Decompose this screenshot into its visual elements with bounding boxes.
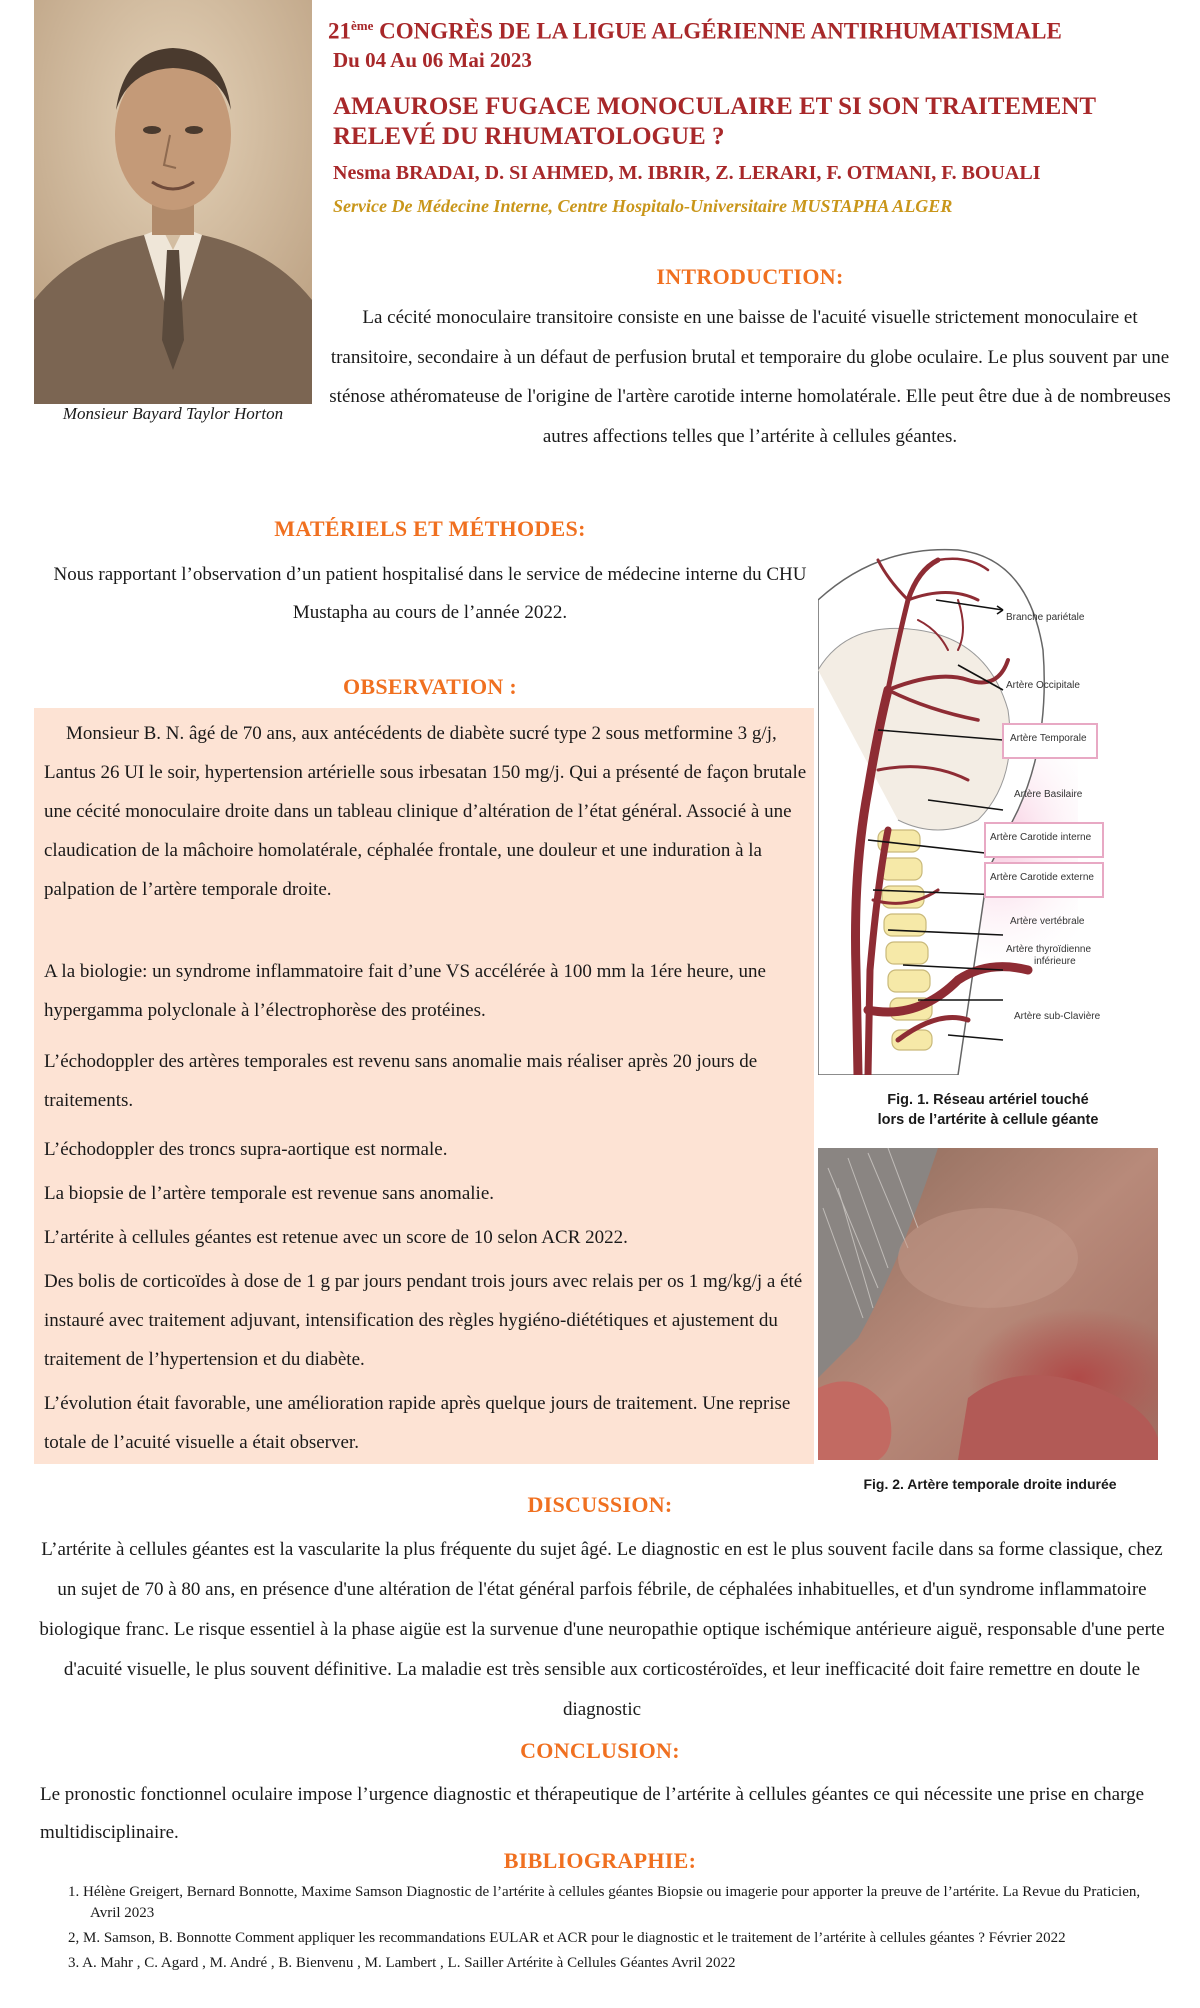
bibliography-item: 3. A. Mahr , C. Agard , M. André , B. Bienvenu , M. Lambert , L. Sailler Artérite à Cellules Géantes Avril 2022 xyxy=(68,1955,736,1971)
observation-p7: Des bolis de corticoïdes à dose de 1 g par jours pendant trois jours avec relais per os 1 mg/kg/j a été instauré avec traitement adjuvant, intensification des règles hygiéno-diététiques et ajustement du traitement de l’hypertension et du diabète. xyxy=(44,1271,803,1370)
paper-title-line1: AMAUROSE FUGACE MONOCULAIRE ET SI SON TRAITEMENT xyxy=(333,93,1097,120)
figure2-caption: Fig. 2. Artère temporale droite indurée xyxy=(863,1476,1117,1492)
paper-title xyxy=(333,92,1193,152)
observation-p4: L’échodoppler des troncs supra-aortique est normale. xyxy=(44,1139,448,1160)
label-temporale: Artère Temporale xyxy=(1010,733,1087,744)
discussion-text: L’artérite à cellules géantes est la vascularite la plus fréquente du sujet âgé. Le diagnostic en est le plus souvent facile dans sa forme classique, chez un sujet de 70 à 80 ans, en présence d'une altération de l'état général parfois fébrile, de céphalées inhabituelles, et d'un syndrome inflammatoire biologique franc. Le risque essentiel à la phase aigüe est la survenue d'une neuropathie optique ischémique antérieure aiguë, responsable d'une perte d'acuité visuelle, le plus souvent définitive. La maladie est très sensible aux corticostéroïdes, et leur inefficacité doit faire remettre en doute le diagnostic xyxy=(39,1539,1165,1720)
observation-p6: L’artérite à cellules géantes est retenue avec un score de 10 selon ACR 2022. xyxy=(44,1227,628,1248)
portrait-caption: Monsieur Bayard Taylor Horton xyxy=(62,404,284,423)
figure2-clinical-photo xyxy=(818,1148,1158,1460)
observation-p3: L’échodoppler des artères temporales est revenu sans anomalie mais réaliser après 20 jours de traitements. xyxy=(44,1051,758,1111)
figure1-caption-line2: lors de l’artérite à cellule géante xyxy=(877,1112,1099,1128)
introduction-text: La cécité monoculaire transitoire consiste en une baisse de l'acuité visuelle strictement monoculaire et transitoire, secondaire à un défaut de perfusion brutal et temporaire du globe oculaire. Le plus souvent par une sténose athéromateuse de l'origine de l'artère carotide interne homolatérale. Elle peut être due à de nombreuses autres affections telles que l’artérite à cellules géantes. xyxy=(329,307,1171,447)
label-thyroidienne: Artère thyroïdienne xyxy=(1006,944,1092,955)
observation-heading: OBSERVATION : xyxy=(342,674,518,699)
discussion-heading: DISCUSSION: xyxy=(527,1492,673,1517)
congress-dates: Du 04 Au 06 Mai 2023 xyxy=(333,48,532,72)
paper-title-line2: RELEVÉ DU RHUMATOLOGUE ? xyxy=(333,123,725,150)
introduction-heading: INTRODUCTION: xyxy=(656,264,844,289)
authors: Nesma BRADAI, D. SI AHMED, M. IBRIR, Z. LERARI, F. OTMANI, F. BOUALI xyxy=(333,162,1041,184)
label-parietale: Branche pariétale xyxy=(1006,612,1085,623)
conclusion-heading: CONCLUSION: xyxy=(520,1738,680,1763)
congress-title xyxy=(328,18,1062,45)
observation-p1: Monsieur B. N. âgé de 70 ans, aux antécédents de diabète sucré type 2 sous metformine 3 g/j, Lantus 26 UI le soir, hypertension artérielle sous irbesatan 150 mg/j. Qui a présenté de façon brutale une cécité monoculaire droite dans un tableau clinique d’altération de l’état général. Associé à une claudication de la mâchoire homolatérale, céphalée frontale, une douleur et une induration à la palpation de l’artère temporale droite. xyxy=(44,723,807,900)
affiliation: Service De Médecine Interne, Centre Hospitalo-Universitaire MUSTAPHA ALGER xyxy=(333,196,953,216)
methods-text: Nous rapportant l’observation d’un patient hospitalisé dans le service de médecine interne du CHU Mustapha au cours de l’année 2022. xyxy=(53,564,807,623)
label-basilaire: Artère Basilaire xyxy=(1014,789,1083,800)
bibliography-item: 1. Hélène Greigert, Bernard Bonnotte, Maxime Samson Diagnostic de l’artérite à cellules géantes Biopsie ou imagerie pour apporter la preuve de l’artérite. La Revue du Praticien, Avril 2023 xyxy=(68,1884,1141,1921)
congress-ordinal: 21 xyxy=(328,18,351,44)
label-carotide-externe: Artère Carotide externe xyxy=(990,872,1094,883)
figure1-caption-line1: Fig. 1. Réseau artériel touché xyxy=(887,1092,1089,1108)
figure1-caption xyxy=(818,1090,1158,1130)
bibliography-item: 2, M. Samson, B. Bonnotte Comment appliquer les recommandations EULAR et ACR pour le diagnostic et le traitement de l’artérite à cellules géantes ? Février 2022 xyxy=(68,1930,1066,1946)
methods-heading: MATÉRIELS ET MÉTHODES: xyxy=(274,516,586,541)
portrait-photo xyxy=(34,0,312,404)
label-thyroidienne-2: inférieure xyxy=(1034,956,1076,967)
figure1-arterial-network xyxy=(818,540,1158,1075)
conclusion-text: Le pronostic fonctionnel oculaire impose l’urgence diagnostic et thérapeutique de l’artérite à cellules géantes ce qui nécessite une prise en charge multidisciplinaire. xyxy=(40,1784,1145,1843)
bibliography-heading: BIBLIOGRAPHIE: xyxy=(503,1848,697,1873)
congress-sup: ème xyxy=(351,18,374,33)
bibliography-list xyxy=(68,1882,1170,1978)
congress-name: CONGRÈS DE LA LIGUE ALGÉRIENNE ANTIRHUMATISMALE xyxy=(373,18,1062,44)
label-vertebrale: Artère vertébrale xyxy=(1010,916,1085,927)
observation-p5: La biopsie de l’artère temporale est revenue sans anomalie. xyxy=(44,1183,494,1204)
label-carotide-interne: Artère Carotide interne xyxy=(990,832,1092,843)
label-occipitale: Artère Occipitale xyxy=(1006,680,1080,691)
observation-p8: L’évolution était favorable, une amélioration rapide après quelque jours de traitement. Une reprise totale de l’acuité visuelle a était observer. xyxy=(44,1393,791,1453)
label-sous-claviere: Artère sub-Clavière xyxy=(1014,1011,1101,1022)
observation-p2: A la biologie: un syndrome inflammatoire fait d’une VS accélérée à 100 mm la 1ére heure, une hypergamma polyclonale à l’électrophorèse des protéines. xyxy=(44,961,766,1021)
